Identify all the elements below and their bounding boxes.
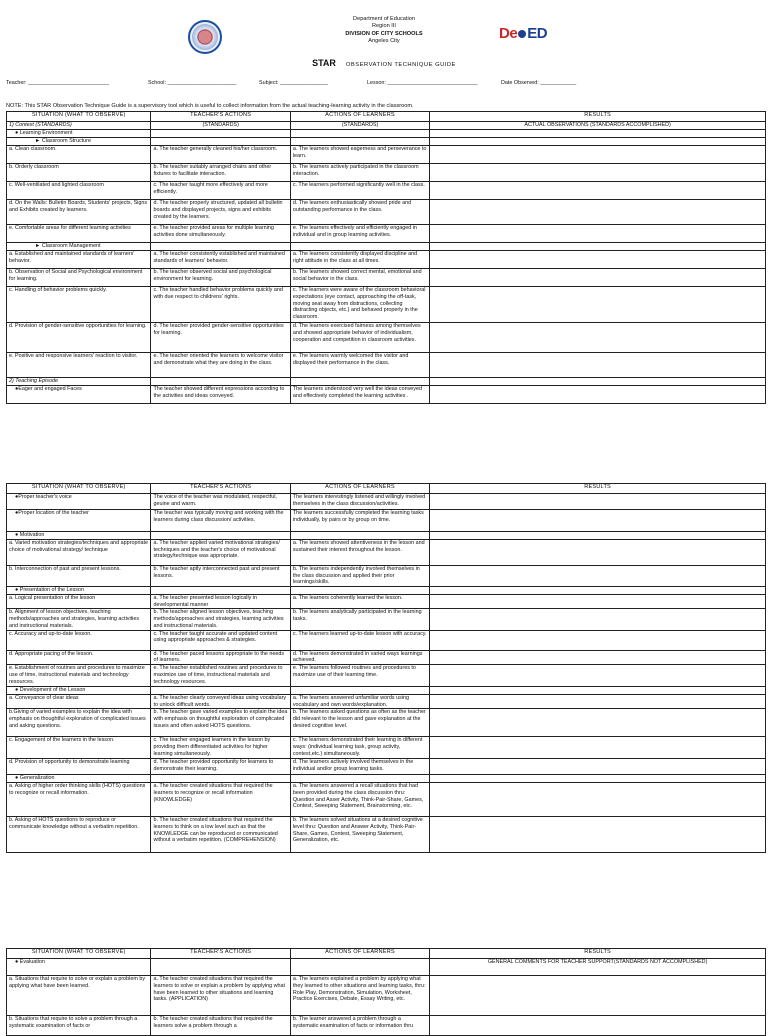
table-cell: d. Appropriate pacing of the lesson. [7, 650, 151, 665]
table-cell: d. The learners actively involved themselves in the individual and/or group learning tasks. [290, 759, 429, 775]
empty-cell [430, 775, 766, 783]
table-row [7, 665, 766, 687]
table-row [7, 976, 766, 1016]
context-section: 1) Context (STANDARDS) [7, 122, 151, 130]
table-cell: e. The learners followed routines and procedures to maximize use of their learning time. [290, 665, 429, 687]
table-cell: b. Orderly classroom [7, 164, 151, 182]
table-cell: The learners successfully completed the learning tasks individually, by pairs or by group on time. [290, 510, 429, 532]
table-cell: c. The learners were aware of the classroom behavioral expectations (eye contact, approaching the off-task, moving seat away from distractions, collecting distracting objects, etc.) and behaved properly in the classroom. [290, 287, 429, 323]
empty-cell [151, 130, 290, 138]
table-row [7, 494, 766, 510]
col-header-learners: ACTIONS OF LEARNERS [290, 112, 429, 122]
result-cell[interactable] [430, 609, 766, 630]
table-row [7, 182, 766, 200]
table-cell: a. The teacher clearly conveyed ideas using vocabulary to unlock difficult words. [151, 694, 290, 709]
table-cell: d. The teacher paced lessons appropriate to the needs of learners. [151, 650, 290, 665]
table-cell: b. The learners showed correct mental, emotional and social behavior in the class. [290, 269, 429, 287]
empty-cell [151, 243, 290, 251]
table-cell: a. The learners answered a recall situations that had been provided during the class discussion thru: Question and Asser Activity, Think-Pair-Share, Games, Contest, Sweeping Statement, Brainstorming, etc. [290, 783, 429, 817]
table-cell: a. Conveyance of clear ideas [7, 694, 151, 709]
table-cell: e. Establishment of routines and procedures to maximize use of time, instructional materials and technology resources. [7, 665, 151, 687]
empty-cell [430, 587, 766, 595]
table-cell: e. Positive and responsive learners' reaction to visitor. [7, 353, 151, 378]
table-row [7, 594, 766, 609]
table-cell: a. The teacher consistently established and maintained standards of learners' behavior. [151, 251, 290, 269]
classroom-management-label: ► Classroom Management [7, 243, 151, 251]
result-cell[interactable] [430, 182, 766, 200]
table-row [7, 737, 766, 759]
table-cell: a. Varied motivation strategies/techniques and appropriate choice of motivational strategy/ technique [7, 539, 151, 565]
col-header-situation: SITUATION (WHAT TO OBSERVE) [7, 112, 151, 122]
table-cell: d. On the Walls: Bulletin Boards, Students' projects, Signs and Exhibits created by learners. [7, 200, 151, 225]
learning-environment-label: ● Learning Environment [7, 130, 151, 138]
development-label: ● Development of the Lesson [7, 687, 151, 695]
col-header-learners: ACTIONS OF LEARNERS [290, 484, 429, 494]
table-cell: a. Situations that require to solve or explain a problem by applying what have been learned. [7, 976, 151, 1016]
observation-table-3 [6, 948, 766, 1036]
table-cell: b. The teacher created situations that required the learners to think on a low level such as that the KNOWLEDGE can be reproduced or communicated without a verbatim repetition. (COMPREHENSION) [151, 817, 290, 853]
empty-cell [151, 378, 290, 386]
page-header [0, 14, 768, 64]
col-header-teacher: TEACHER'S ACTIONS [151, 112, 290, 122]
table-cell: a. Established and maintained standards of learners' behavior. [7, 251, 151, 269]
table-cell: b. The teacher gave varied examples to explain the idea with emphasis on thoughtful exploration of complicated issues and often asked HOTS questions. [151, 709, 290, 737]
table-cell: a. The teacher presented lesson logically in developmental manner [151, 594, 290, 609]
table-cell: b. Alignment of lesson objectives, teaching methods/approaches and strategies, learning activities and instructional materials. [7, 609, 151, 630]
subject-field[interactable]: Subject: ________________ [259, 80, 328, 86]
date-field[interactable]: Date Observed: ____________ [501, 80, 577, 86]
table-row [7, 164, 766, 182]
teaching-episode-label: 2) Teaching Episode [7, 378, 151, 386]
table-cell: The teacher was typically moving and working with the learners during class discussion/ activities. [151, 510, 290, 532]
table-row [7, 353, 766, 378]
table-cell: b. Situations that require to solve a problem through a systematic examination of facts or [7, 1016, 151, 1036]
result-cell[interactable] [430, 650, 766, 665]
teacher-field[interactable]: Teacher: ___________________________ [6, 80, 110, 86]
standards-label: (STANDARDS) [151, 122, 290, 130]
table-cell: The voice of the teacher was modulated, respectful, geuine and warm. [151, 494, 290, 510]
observation-table-2 [6, 483, 766, 853]
table-cell: a. Asking of higher order thinking skills (HOTS) questions to recognize or recall information. [7, 783, 151, 817]
result-cell[interactable] [430, 251, 766, 269]
document-title: STAR OBSERVATION TECHNIQUE GUIDE [312, 58, 456, 68]
table-row [7, 323, 766, 353]
table-row [7, 609, 766, 630]
table-cell: a. The learners consistently displayed discipline and right attitude in the class at all times. [290, 251, 429, 269]
table-row [7, 650, 766, 665]
results-subheader: GENERAL COMMENTS FOR TEACHER SUPPORT(STANDARDS NOT ACCOMPLISHED) [430, 959, 766, 976]
table-cell: b. Interconnection of past and present lessons. [7, 565, 151, 586]
empty-cell [430, 138, 766, 146]
col-header-results: RESULTS [430, 484, 766, 494]
result-cell[interactable] [430, 759, 766, 775]
table-row [7, 251, 766, 269]
col-header-situation: SITUATION (WHAT TO OBSERVE) [7, 949, 151, 959]
empty-cell [151, 959, 290, 976]
empty-cell [151, 687, 290, 695]
evaluation-label: ● Evaluation [7, 959, 151, 976]
table-cell: ●Proper location of the teacher [7, 510, 151, 532]
result-cell[interactable] [430, 269, 766, 287]
school-field[interactable]: School: _______________________ [148, 80, 237, 86]
empty-cell [151, 138, 290, 146]
table-cell: c. The teacher engaged learners in the lesson by providing them differentiated activities for higher learning simultaneously. [151, 737, 290, 759]
table-cell: e. The learners effectively and efficiently engaged in individual and in group learning activities. [290, 225, 429, 243]
result-cell[interactable] [430, 200, 766, 225]
result-cell[interactable] [430, 539, 766, 565]
table-cell: a. Clean classroom. [7, 146, 151, 164]
table-cell: a. Logical presentation of the lesson [7, 594, 151, 609]
result-cell[interactable] [430, 225, 766, 243]
table-cell: b. The learners independently involved themselves in the class discussion and applied their prior learnings/skills. [290, 565, 429, 586]
table-cell: a. The teacher generally cleaned his/her classroom. [151, 146, 290, 164]
standards-label: (STANDARDS) [290, 122, 429, 130]
table-cell: c. Handling of behavior problems quickly. [7, 287, 151, 323]
empty-cell [151, 775, 290, 783]
result-cell[interactable] [430, 817, 766, 853]
table-cell: b. Observation of Social and Psychological environment for learning. [7, 269, 151, 287]
table-cell: c. Accuracy and up-to-date lesson. [7, 630, 151, 650]
table-row [7, 694, 766, 709]
table-row [7, 386, 766, 404]
table-cell: a. The learners explained a problem by applying what they learned to other situations and learning tasks, thru: Role Play, Demonstration, Simulation, Worksheet, Practice Exercises, Debate, Essay Writing, etc. [290, 976, 429, 1016]
deped-logo: De ED [499, 25, 548, 42]
table-row [7, 817, 766, 853]
table-cell: b. The teacher created situations that required the learners solve a problem through a [151, 1016, 290, 1036]
result-cell[interactable] [430, 976, 766, 1016]
table-cell: e. The teacher provided areas for multiple learning activities done simultaneously. [151, 225, 290, 243]
table-cell: c. The learners demonstrated their learning in different ways: (individual learning task, group activity, contest,etc.) simultaneously. [290, 737, 429, 759]
classroom-structure-label: ► Classroom Structure [7, 138, 151, 146]
table-cell: d. The learners enthusiastically showed pride and outstanding performance in the class. [290, 200, 429, 225]
table-cell: b. The learners asked questions as often as the teacher did relevant to the lesson and gave explanation at the desired cognitive level. [290, 709, 429, 737]
table-cell: d. The teacher provided opportunity for learners to demonstrate their learning. [151, 759, 290, 775]
empty-cell [290, 775, 429, 783]
table-row [7, 200, 766, 225]
table-row [7, 1016, 766, 1036]
table-cell: d. Provision of gender-sensitive opportunities for learning. [7, 323, 151, 353]
result-cell[interactable] [430, 146, 766, 164]
table-cell: c. The learners learned up-to-date lesson with accuracy. [290, 630, 429, 650]
table-row [7, 146, 766, 164]
table-row [7, 630, 766, 650]
table-cell: a. The learners answered unfamiliar words using vocabulary and own words/explanation. [290, 694, 429, 709]
table-cell: b. The teacher suitably arranged chairs and other fixtures to facilitate interaction. [151, 164, 290, 182]
table-row [7, 783, 766, 817]
result-cell[interactable] [430, 565, 766, 586]
empty-cell [290, 130, 429, 138]
table-cell: The learners interestingly listened and willingly involved themselves in the class discussion/activities. [290, 494, 429, 510]
table-cell: d. Provision of opportunity to demonstrate learning [7, 759, 151, 775]
observation-table-1 [6, 111, 766, 404]
table-row [7, 565, 766, 586]
empty-cell [430, 243, 766, 251]
empty-cell [430, 378, 766, 386]
agency-line-1: Department of Education [353, 16, 415, 22]
table-cell: ●Proper teacher's voice [7, 494, 151, 510]
result-cell[interactable] [430, 1016, 766, 1036]
table-cell: c. The teacher taught accurate and updated content using appropriate approaches & strategies. [151, 630, 290, 650]
table-cell: a. The learners showed attentiveness in the lesson and sustained their interest throughout the lesson. [290, 539, 429, 565]
empty-cell [430, 532, 766, 540]
table-cell: b. The learners analytically participated in the learning tasks. [290, 609, 429, 630]
empty-cell [290, 687, 429, 695]
table-cell: c. The teacher taught more effectively and more efficiently. [151, 182, 290, 200]
table-cell: a. The learners showed eagerness and perseverance to learn. [290, 146, 429, 164]
result-cell[interactable] [430, 737, 766, 759]
table-cell: b. The teacher aligned lesson objectives, teaching methods/approaches and strategies, learning activities and instructional materials. [151, 609, 290, 630]
result-cell[interactable] [430, 630, 766, 650]
empty-cell [290, 378, 429, 386]
empty-cell [151, 587, 290, 595]
agency-line-4: Angeles City [368, 38, 400, 44]
result-cell[interactable] [430, 709, 766, 737]
motivation-label: ● Motivation [7, 532, 151, 540]
empty-cell [430, 687, 766, 695]
table-cell: b. The teacher aptly interconnected past and present lessons. [151, 565, 290, 586]
empty-cell [430, 130, 766, 138]
table-cell: b. The teacher observed social and psychological environment for learning. [151, 269, 290, 287]
result-cell[interactable] [430, 287, 766, 323]
note-text: NOTE: This STAR Observation Technique Guide is a supervisory tool which is useful to collect information from the actual teaching-learning activity in the classroom. [6, 103, 414, 109]
col-header-teacher: TEACHER'S ACTIONS [151, 949, 290, 959]
table-cell: The learners understood very well the ideas conveyed and effectively completed the learning activities . [290, 386, 429, 404]
table-row [7, 225, 766, 243]
table-cell: a. The teacher created situations that required the learners to recognize or recall information (KNOWLEDGE) [151, 783, 290, 817]
result-cell[interactable] [430, 164, 766, 182]
table-cell: b. The learners solved situations at a desired cognitive level thru: Question and Answer Activity, Think-Pair-Share, Games, Contest, Sweeping Statement, Generalization, etc. [290, 817, 429, 853]
table-cell: b. The learners actively participated in the classroom interaction. [290, 164, 429, 182]
col-header-situation: SITUATION (WHAT TO OBSERVE) [7, 484, 151, 494]
table-cell: d. The teacher provided gender-sensitive opportunities for learning. [151, 323, 290, 353]
table-cell: b. Asking of HOTS questions to reproduce or communicate knowledge without a verbatim repetition. [7, 817, 151, 853]
table-row [7, 539, 766, 565]
table-cell: c. Engagement of the learners in the lesson. [7, 737, 151, 759]
agency-line-3: DIVISION OF CITY SCHOOLS [345, 31, 423, 37]
table-row [7, 510, 766, 532]
table-cell: d. The learners demonstrated in varied ways learnings achieved. [290, 650, 429, 665]
table-cell: a. The teacher applied varied motivational strategies/ techniques and the teacher's choice of motivational strategy/technique was appropriate. [151, 539, 290, 565]
table-row [7, 269, 766, 287]
table-cell: d. The teacher properly structured, updated all bulletin boards and displayed projects, signs and exhibits created by the learners. [151, 200, 290, 225]
table-cell: d. The learners exercised fairness among themselves and showed appropriate behavior of individualism, cooperation and competition in classroom activities. [290, 323, 429, 353]
col-header-learners: ACTIONS OF LEARNERS [290, 949, 429, 959]
table-row [7, 759, 766, 775]
result-cell[interactable] [430, 783, 766, 817]
col-header-results: RESULTS [430, 949, 766, 959]
result-cell[interactable] [430, 353, 766, 378]
empty-cell [290, 959, 429, 976]
table-cell: b. The learner answered a problem through a systematic examination of facts or information thru [290, 1016, 429, 1036]
table-cell: e. Comfortable areas for different learning activities [7, 225, 151, 243]
table-cell: e. The teacher oriented the learners to welcome visitor and demonstrate what they are doing in the class. [151, 353, 290, 378]
table-cell: e. The learners warmly welcomed the visitor and displayed their performance in the class. [290, 353, 429, 378]
result-cell[interactable] [430, 386, 766, 404]
empty-cell [290, 532, 429, 540]
table-cell: a. The teacher created situations that required the learners to solve or explain a problem by applying what have been learned to other situations and learning tasks. (APPLICATION) [151, 976, 290, 1016]
result-cell[interactable] [430, 494, 766, 510]
table-cell: b.Giving of varied examples to explain the idea with emphasis on thoughtful exploration of complicated issues and asking questions. [7, 709, 151, 737]
table-cell: ●Eager and engaged Faces [7, 386, 151, 404]
result-cell[interactable] [430, 594, 766, 609]
table-cell: e. The teacher established routines and procedures to maximize use of time, instructional materials and technology resources. [151, 665, 290, 687]
result-cell[interactable] [430, 665, 766, 687]
table-cell: c. The teacher handled behavior problems quickly and with due respect to childrens' rights. [151, 287, 290, 323]
agency-line-2: Region III [372, 23, 396, 29]
result-cell[interactable] [430, 510, 766, 532]
empty-cell [290, 138, 429, 146]
table-row [7, 287, 766, 323]
presentation-label: ● Presentation of the Lesson [7, 587, 151, 595]
generalization-label: ● Generalization [7, 775, 151, 783]
table-cell: a. The learners coherently learned the lesson. [290, 594, 429, 609]
result-cell[interactable] [430, 694, 766, 709]
results-subheader: ACTUAL OBSERVATIONS (STANDARDS ACCOMPLISHED) [430, 122, 766, 130]
table-cell: c. The learners performed significantly well in the class. [290, 182, 429, 200]
empty-cell [290, 587, 429, 595]
table-cell: c. Well-ventilated and lighted classroom [7, 182, 151, 200]
lesson-field[interactable]: Lesson: ______________________________ [367, 80, 478, 86]
col-header-teacher: TEACHER'S ACTIONS [151, 484, 290, 494]
empty-cell [151, 532, 290, 540]
table-cell: The teacher showed different expressions according to the activities and ideas conveyed. [151, 386, 290, 404]
empty-cell [290, 243, 429, 251]
result-cell[interactable] [430, 323, 766, 353]
col-header-results: RESULTS [430, 112, 766, 122]
table-row [7, 709, 766, 737]
